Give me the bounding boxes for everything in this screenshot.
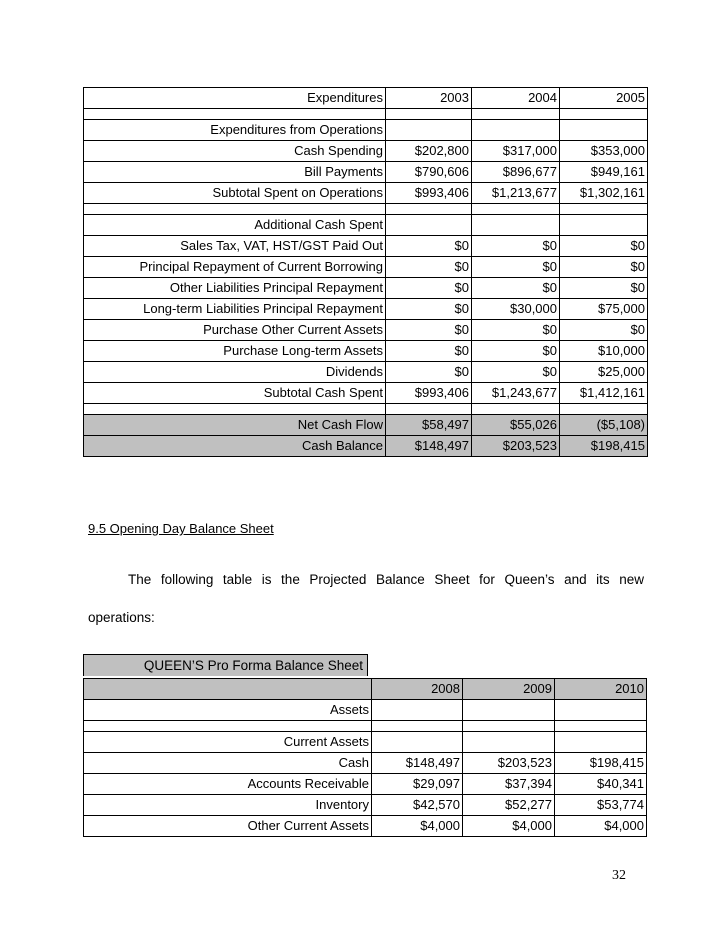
value-cell (463, 732, 555, 753)
empty-cell (555, 721, 647, 732)
value-cell: $0 (386, 278, 472, 299)
value-cell: $0 (386, 341, 472, 362)
value-cell: $25,000 (560, 362, 648, 383)
table-row (84, 236, 648, 257)
empty-cell (472, 109, 560, 120)
value-cell: $353,000 (560, 141, 648, 162)
value-cell: $0 (472, 341, 560, 362)
table-row (84, 215, 648, 236)
value-cell: $148,497 (372, 753, 463, 774)
value-cell (372, 700, 463, 721)
value-cell: $0 (386, 362, 472, 383)
balance-sheet-table (83, 678, 647, 837)
value-cell: $0 (386, 320, 472, 341)
table-row (84, 774, 647, 795)
value-cell: $790,606 (386, 162, 472, 183)
value-cell: $1,243,677 (472, 383, 560, 404)
row-label: Accounts Receivable (84, 774, 372, 795)
table-row (84, 700, 647, 721)
value-cell: $4,000 (372, 816, 463, 837)
balance-sheet-title: QUEEN’S Pro Forma Balance Sheet (83, 654, 368, 676)
row-label: Purchase Other Current Assets (84, 320, 386, 341)
value-cell: $0 (560, 257, 648, 278)
empty-cell (84, 109, 386, 120)
row-label: Current Assets (84, 732, 372, 753)
year-header: 2003 (386, 88, 472, 109)
row-label: Other Current Assets (84, 816, 372, 837)
value-cell: $198,415 (555, 753, 647, 774)
row-label: Cash Spending (84, 141, 386, 162)
value-cell (555, 732, 647, 753)
value-cell: $29,097 (372, 774, 463, 795)
empty-cell (472, 404, 560, 415)
value-cell: $1,412,161 (560, 383, 648, 404)
table-row (84, 404, 648, 415)
value-cell: $58,497 (386, 415, 472, 436)
value-cell (463, 700, 555, 721)
empty-cell (560, 204, 648, 215)
value-cell: $1,302,161 (560, 183, 648, 204)
row-label: Other Liabilities Principal Repayment (84, 278, 386, 299)
table-row (84, 383, 648, 404)
intro-paragraph-line2: operations: (88, 610, 155, 625)
header-label (84, 679, 372, 700)
empty-cell (386, 204, 472, 215)
value-cell: $0 (472, 257, 560, 278)
value-cell: $10,000 (560, 341, 648, 362)
value-cell: $949,161 (560, 162, 648, 183)
table-row (84, 183, 648, 204)
year-header: 2010 (555, 679, 647, 700)
row-label: Expenditures from Operations (84, 120, 386, 141)
value-cell: $317,000 (472, 141, 560, 162)
value-cell: $202,800 (386, 141, 472, 162)
value-cell: $4,000 (555, 816, 647, 837)
row-label: Subtotal Spent on Operations (84, 183, 386, 204)
value-cell: $40,341 (555, 774, 647, 795)
value-cell (560, 215, 648, 236)
value-cell: $0 (472, 362, 560, 383)
value-cell: $0 (560, 320, 648, 341)
value-cell (386, 120, 472, 141)
table-row (84, 109, 648, 120)
row-label: Cash (84, 753, 372, 774)
table-row (84, 299, 648, 320)
year-header: 2005 (560, 88, 648, 109)
empty-cell (560, 109, 648, 120)
value-cell: $4,000 (463, 816, 555, 837)
value-cell: $0 (386, 257, 472, 278)
table-row (84, 795, 647, 816)
value-cell: $52,277 (463, 795, 555, 816)
table-row (84, 816, 647, 837)
header-row (84, 88, 648, 109)
table-row (84, 362, 648, 383)
value-cell (555, 700, 647, 721)
empty-cell (372, 721, 463, 732)
value-cell: $0 (472, 278, 560, 299)
value-cell: $0 (560, 278, 648, 299)
value-cell: $198,415 (560, 436, 648, 457)
row-label: Long-term Liabilities Principal Repayment (84, 299, 386, 320)
empty-cell (84, 721, 372, 732)
row-label: Additional Cash Spent (84, 215, 386, 236)
row-label: Bill Payments (84, 162, 386, 183)
value-cell: $53,774 (555, 795, 647, 816)
table-row (84, 436, 648, 457)
value-cell (560, 120, 648, 141)
value-cell: ($5,108) (560, 415, 648, 436)
table-row (84, 753, 647, 774)
table-row (84, 320, 648, 341)
empty-cell (84, 204, 386, 215)
empty-cell (386, 404, 472, 415)
empty-cell (560, 404, 648, 415)
empty-cell (386, 109, 472, 120)
empty-cell (463, 721, 555, 732)
row-label: Purchase Long-term Assets (84, 341, 386, 362)
header-label: Expenditures (84, 88, 386, 109)
table-row (84, 721, 647, 732)
value-cell: $203,523 (463, 753, 555, 774)
value-cell: $75,000 (560, 299, 648, 320)
table-row (84, 415, 648, 436)
page-number: 32 (612, 868, 626, 883)
table-row (84, 732, 647, 753)
value-cell: $37,394 (463, 774, 555, 795)
value-cell: $148,497 (386, 436, 472, 457)
row-label: Dividends (84, 362, 386, 383)
row-label: Subtotal Cash Spent (84, 383, 386, 404)
value-cell: $0 (472, 236, 560, 257)
row-label: Cash Balance (84, 436, 386, 457)
value-cell: $0 (386, 299, 472, 320)
row-label: Principal Repayment of Current Borrowing (84, 257, 386, 278)
table-row (84, 278, 648, 299)
year-header: 2004 (472, 88, 560, 109)
cash-flow-table (83, 87, 648, 457)
value-cell: $42,570 (372, 795, 463, 816)
table-row (84, 162, 648, 183)
value-cell: $30,000 (472, 299, 560, 320)
table-row (84, 204, 648, 215)
table-row (84, 341, 648, 362)
value-cell: $1,213,677 (472, 183, 560, 204)
row-label: Net Cash Flow (84, 415, 386, 436)
table-row (84, 120, 648, 141)
value-cell: $203,523 (472, 436, 560, 457)
empty-cell (472, 204, 560, 215)
value-cell: $0 (560, 236, 648, 257)
row-label: Inventory (84, 795, 372, 816)
table-row (84, 141, 648, 162)
table-row (84, 257, 648, 278)
value-cell: $993,406 (386, 183, 472, 204)
year-header: 2009 (463, 679, 555, 700)
section-title: 9.5 Opening Day Balance Sheet (88, 521, 274, 536)
value-cell (472, 120, 560, 141)
header-row (84, 679, 647, 700)
value-cell (372, 732, 463, 753)
value-cell: $0 (386, 236, 472, 257)
value-cell: $0 (472, 320, 560, 341)
value-cell: $55,026 (472, 415, 560, 436)
empty-cell (84, 404, 386, 415)
intro-paragraph-line1: The following table is the Projected Balance Sheet for Queen’s and its new (128, 572, 644, 587)
year-header: 2008 (372, 679, 463, 700)
row-label: Sales Tax, VAT, HST/GST Paid Out (84, 236, 386, 257)
row-label: Assets (84, 700, 372, 721)
value-cell (472, 215, 560, 236)
value-cell (386, 215, 472, 236)
value-cell: $993,406 (386, 383, 472, 404)
value-cell: $896,677 (472, 162, 560, 183)
